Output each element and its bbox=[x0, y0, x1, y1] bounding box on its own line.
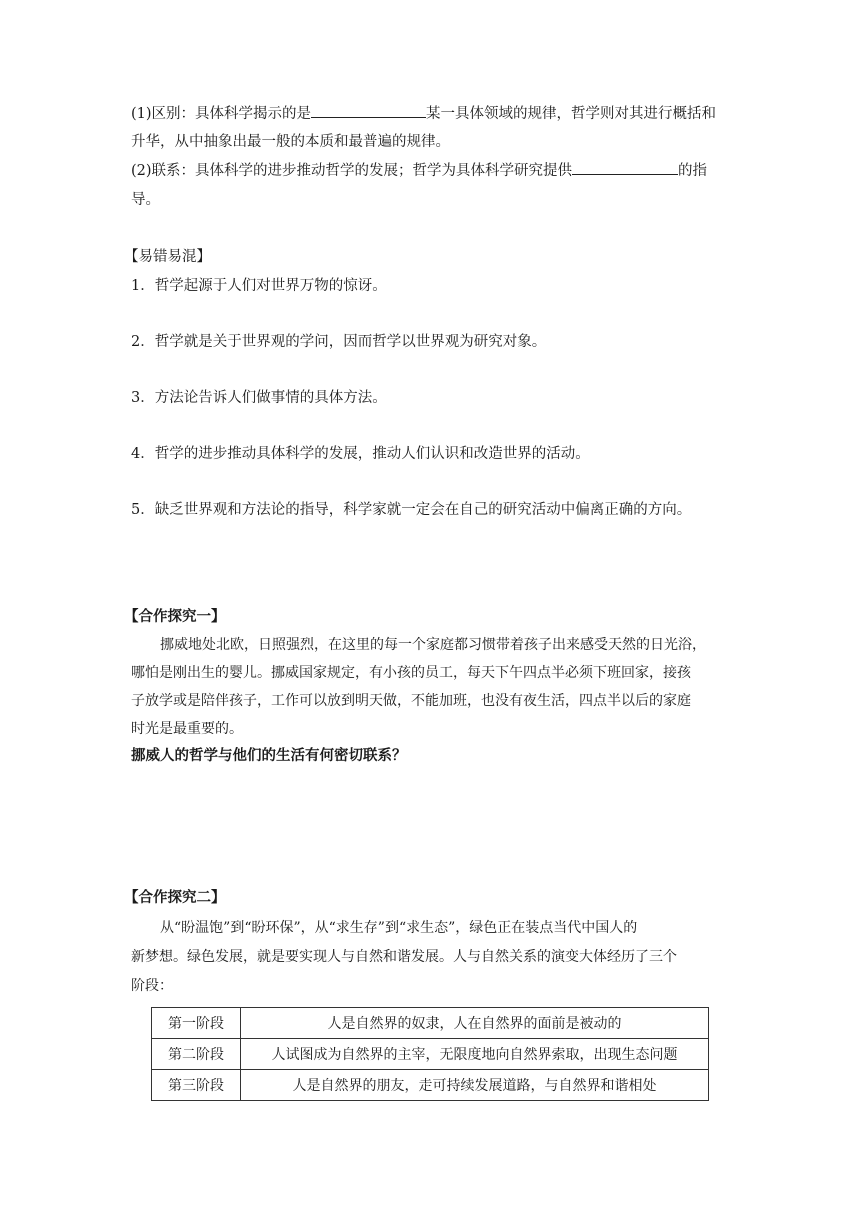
table-row bbox=[152, 1008, 709, 1039]
distinction-line-1 bbox=[131, 103, 716, 125]
stage-cell: 第三阶段 bbox=[152, 1070, 241, 1101]
table-row bbox=[152, 1039, 709, 1070]
explore1-heading: 【合作探究一】 bbox=[124, 609, 226, 625]
distinction-text-b: 某一具体领域的规律，哲学则对其进行概括和 bbox=[426, 106, 717, 122]
explore1-para-line-3: 子放学或是陪伴孩子，工作可以放到明天做，不能加班，也没有夜生活，四点半以后的家庭 bbox=[131, 693, 691, 709]
distinction-text-a: (1)区别：具体科学揭示的是 bbox=[131, 106, 312, 122]
connection-line-1 bbox=[131, 160, 707, 182]
error-item-1: 1．哲学起源于人们对世界万物的惊讶。 bbox=[131, 278, 387, 294]
stage-desc-cell: 人试图成为自然界的主宰，无限度地向自然界索取，出现生态问题 bbox=[241, 1039, 709, 1070]
explore1-para-line-2: 哪怕是刚出生的婴儿。挪威国家规定，有小孩的员工，每天下午四点半必须下班回家，接孩 bbox=[131, 665, 691, 681]
stage-cell: 第一阶段 bbox=[152, 1008, 241, 1039]
explore2-heading: 【合作探究二】 bbox=[124, 890, 226, 906]
explore1-question: 挪威人的哲学与他们的生活有何密切联系？ bbox=[131, 748, 407, 764]
error-item-3: 3．方法论告诉人们做事情的具体方法。 bbox=[131, 390, 387, 406]
connection-text-b: 的指 bbox=[678, 163, 708, 179]
stage-desc-cell: 人是自然界的奴隶，人在自然界的面前是被动的 bbox=[241, 1008, 709, 1039]
explore1-para-line-1: 挪威地处北欧，日照强烈，在这里的每一个家庭都习惯带着孩子出来感受天然的日光浴， bbox=[160, 637, 706, 653]
explore1-para-line-4: 时光是最重要的。 bbox=[131, 721, 243, 737]
errors-heading: 【易错易混】 bbox=[124, 249, 211, 265]
stages-table bbox=[151, 1007, 709, 1101]
fill-blank-1[interactable] bbox=[311, 103, 426, 118]
connection-text-a: (2)联系：具体科学的进步推动哲学的发展；哲学为具体科学研究提供 bbox=[131, 163, 573, 179]
fill-blank-2[interactable] bbox=[572, 160, 678, 175]
stage-desc-cell: 人是自然界的朋友，走可持续发展道路，与自然界和谐相处 bbox=[241, 1070, 709, 1101]
table-row bbox=[152, 1070, 709, 1101]
error-item-2: 2．哲学就是关于世界观的学问，因而哲学以世界观为研究对象。 bbox=[131, 334, 547, 350]
stage-cell: 第二阶段 bbox=[152, 1039, 241, 1070]
error-item-4: 4．哲学的进步推动具体科学的发展，推动人们认识和改造世界的活动。 bbox=[131, 446, 590, 462]
connection-line-2: 导。 bbox=[131, 192, 160, 208]
distinction-line-2: 升华，从中抽象出最一般的本质和最普遍的规律。 bbox=[131, 134, 450, 150]
error-item-5: 5．缺乏世界观和方法论的指导，科学家就一定会在自己的研究活动中偏离正确的方向。 bbox=[131, 502, 692, 518]
explore2-para-line-2: 新梦想。绿色发展，就是要实现人与自然和谐发展。人与自然关系的演变大体经历了三个 bbox=[131, 949, 677, 965]
explore2-para-line-3: 阶段： bbox=[131, 978, 173, 994]
explore2-para-line-1: 从“盼温饱”到“盼环保”，从“求生存”到“求生态”，绿色正在装点当代中国人的 bbox=[160, 920, 638, 936]
